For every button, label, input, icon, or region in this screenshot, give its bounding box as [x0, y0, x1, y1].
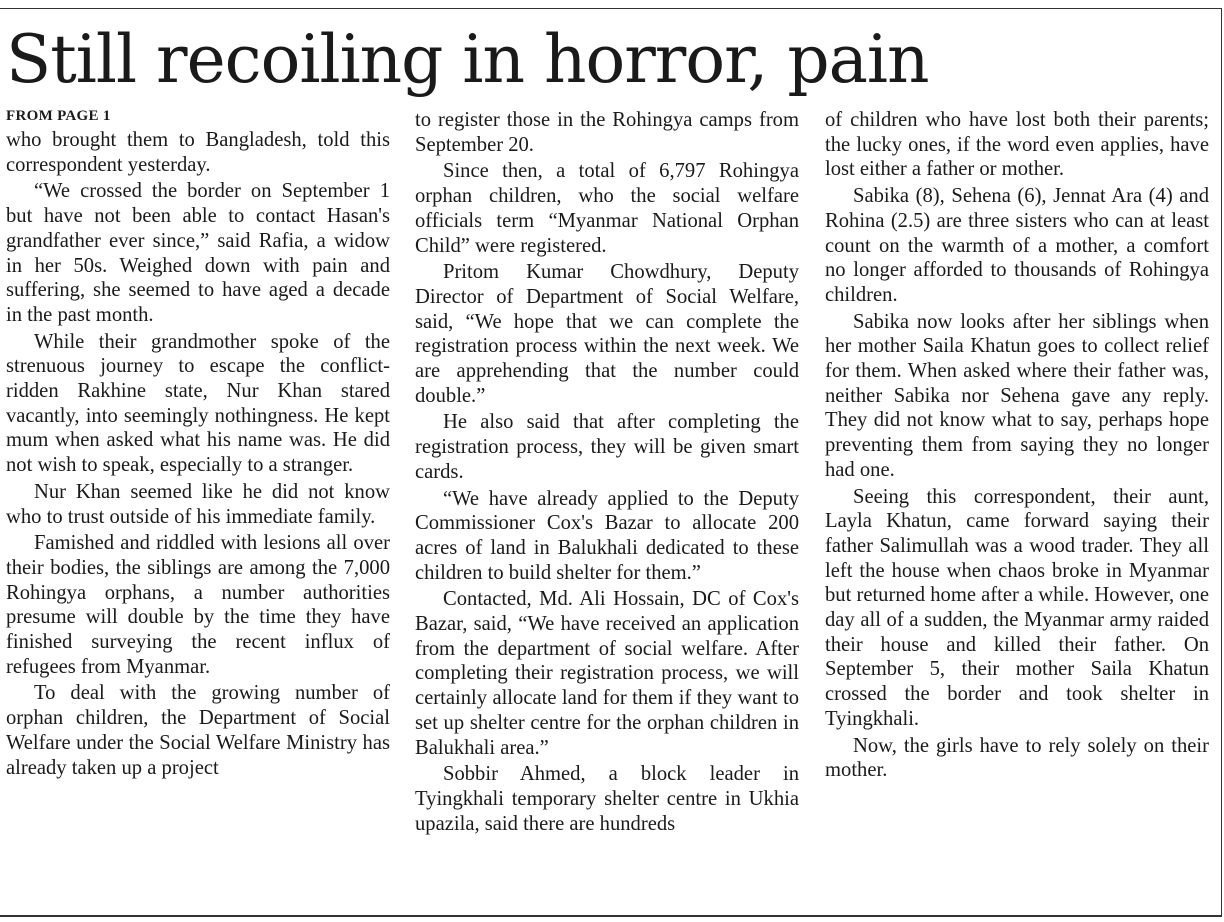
paragraph: Sabika now looks after her siblings when her mother Saila Khatun goes to collect relief for them. When asked where their father was, neither Sabika nor Sehena gave any reply. They did not know what to say, perhaps hope preventing them from saying they no longer had one. — [825, 310, 1209, 481]
paragraph: Now, the girls have to rely solely on their mother. — [825, 734, 1209, 782]
paragraph: Sobbir Ahmed, a block leader in Tyingkhali temporary shelter centre in Ukhia upazila, said there are hundreds — [415, 763, 799, 835]
paragraph: Since then, a total of 6,797 Rohingya orphan children, who the social welfare officials term “Myanmar National Orphan Child” were registered. — [415, 160, 799, 257]
paragraph: To deal with the growing number of orphan children, the Department of Social Welfare under the Social Welfare Ministry has already taken up a project — [6, 682, 390, 779]
paragraph: “We crossed the border on September 1 but have not been able to contact Hasan's grandfather ever since,” said Rafia, a widow in her 50s. Weighed down with pain and suffering, she seemed to have aged a decade in the past month. — [6, 180, 390, 326]
article-column-2 — [415, 108, 799, 916]
paragraph: Contacted, Md. Ali Hossain, DC of Cox's Bazar, said, “We have received an application from the department of social welfare. After completing their registration process, we will certainly allocate land for them if they want to set up shelter centre for the orphan children in Balukhali area.” — [415, 588, 799, 759]
article-column-3 — [825, 108, 1209, 916]
paragraph: Nur Khan seemed like he did not know who to trust outside of his immediate family. — [6, 480, 390, 528]
paragraph: Famished and riddled with lesions all over their bodies, the siblings are among the 7,000 Rohingya orphans, a number authorities presume will double by the time they have finished surveying the recent influx of refugees from Myanmar. — [6, 532, 390, 678]
right-border-rule — [1221, 8, 1222, 916]
paragraph: who brought them to Bangladesh, told this correspondent yesterday. — [6, 129, 390, 176]
article-column-1 — [6, 104, 390, 912]
paragraph: Pritom Kumar Chowdhury, Deputy Director of Department of Social Welfare, said, “We hope that we can complete the registration process within the next week. We are apprehending that the number could double.” — [415, 261, 799, 407]
top-border-rule — [0, 8, 1222, 9]
paragraph: Sabika (8), Sehena (6), Jennat Ara (4) and Rohina (2.5) are three sisters who can at least count on the warmth of a mother, a comfort no longer afforded to thousands of Rohingya children. — [825, 185, 1209, 306]
paragraph: of children who have lost both their parents; the lucky ones, if the word even applies, have lost either a father or mother. — [825, 109, 1209, 181]
continuation-kicker: FROM PAGE 1 — [6, 108, 111, 124]
paragraph: He also said that after completing the registration process, they will be given smart cards. — [415, 411, 799, 483]
headline: Still recoiling in horror, pain — [6, 21, 929, 98]
paragraph: to register those in the Rohingya camps from September 20. — [415, 109, 799, 156]
paragraph: “We have already applied to the Deputy Commissioner Cox's Bazar to allocate 200 acres of land in Balukhali dedicated to these children to build shelter for them.” — [415, 487, 799, 584]
paragraph: Seeing this correspondent, their aunt, Layla Khatun, came forward saying their father Salimullah was a wood trader. They all left the house when chaos broke in Myanmar but returned home after a while. However, one day all of a sudden, the Myanmar army raided their house and killed their father. On September 5, their mother Saila Khatun crossed the border and took shelter in Tyingkhali. — [825, 485, 1209, 730]
paragraph: While their grandmother spoke of the strenuous journey to escape the conflict-ridden Rakhine state, Nur Khan stared vacantly, into seemingly nothingness. He kept mum when asked what his name was. He did not wish to speak, especially to a stranger. — [6, 330, 390, 477]
